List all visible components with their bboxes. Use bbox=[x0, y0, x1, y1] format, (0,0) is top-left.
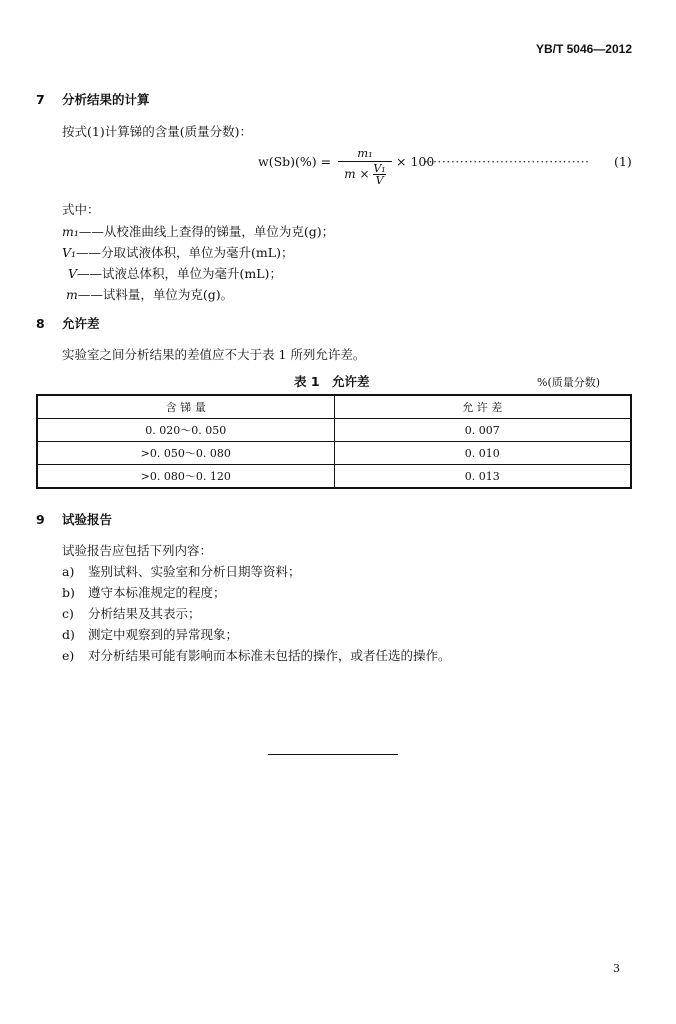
section-7-number: 7 bbox=[36, 92, 45, 107]
table-header-cell: 允 许 差 bbox=[334, 395, 631, 419]
formula-inner-fraction bbox=[373, 163, 385, 186]
section-7-heading bbox=[36, 90, 150, 108]
table-row bbox=[37, 419, 631, 442]
table-cell: 0. 020～0. 050 bbox=[37, 419, 334, 442]
table-header-row bbox=[37, 395, 631, 419]
section-7-title: 分析结果的计算 bbox=[62, 92, 150, 107]
list-item-label: a) bbox=[62, 564, 75, 579]
section-9-heading bbox=[36, 510, 112, 528]
list-item-text: 鉴别试料、实验室和分析日期等资料； bbox=[88, 564, 301, 579]
definition-m1 bbox=[62, 222, 334, 240]
page-number: 3 bbox=[613, 962, 620, 975]
table-cell: >0. 050～0. 080 bbox=[37, 442, 334, 465]
table-unit: %(质量分数) bbox=[537, 376, 601, 389]
list-item bbox=[62, 583, 226, 601]
where-label: 式中： bbox=[62, 202, 100, 217]
list-item bbox=[62, 646, 451, 664]
definition-m bbox=[66, 285, 233, 303]
formula-numerator: m₁ bbox=[357, 146, 373, 160]
section-8-number: 8 bbox=[36, 316, 45, 331]
formula-1 bbox=[258, 146, 638, 190]
definition-text: ——从校准曲线上查得的锑量，单位为克(g)； bbox=[78, 224, 335, 239]
table-cell: 0. 013 bbox=[334, 465, 631, 489]
formula-leader-dots: ····································· bbox=[424, 154, 590, 169]
tolerance-table bbox=[36, 394, 632, 489]
table-row bbox=[37, 442, 631, 465]
list-item-label: d) bbox=[62, 627, 75, 642]
table-header-cell: 含 锑 量 bbox=[37, 395, 334, 419]
definition-text: ——试料量，单位为克(g)。 bbox=[77, 287, 234, 302]
definition-v1 bbox=[62, 243, 293, 261]
formula-inner-denominator: V bbox=[375, 174, 384, 187]
formula-denominator bbox=[338, 163, 392, 186]
end-rule bbox=[268, 754, 398, 755]
definition-symbol: V bbox=[68, 266, 78, 281]
standard-code: YB/T 5046—2012 bbox=[535, 42, 632, 56]
section-9-title: 试验报告 bbox=[62, 512, 113, 527]
list-item-label: b) bbox=[62, 585, 75, 600]
list-item-text: 遵守本标准规定的程度； bbox=[88, 585, 226, 600]
definition-v bbox=[68, 264, 282, 282]
list-item bbox=[62, 604, 201, 622]
definition-symbol: m bbox=[66, 287, 78, 302]
table-row bbox=[37, 465, 631, 489]
list-item-label: c) bbox=[62, 606, 74, 621]
table-caption: 表 1 允许差 bbox=[294, 374, 370, 389]
section-9-intro: 试验报告应包括下列内容： bbox=[62, 543, 213, 558]
table-cell: >0. 080～0. 120 bbox=[37, 465, 334, 489]
section-9-number: 9 bbox=[36, 512, 45, 527]
section-8-title: 允许差 bbox=[62, 316, 100, 331]
formula-inner-numerator: V₁ bbox=[373, 162, 386, 175]
table-cell: 0. 007 bbox=[334, 419, 631, 442]
section-8-heading bbox=[36, 314, 100, 332]
list-item bbox=[62, 625, 238, 643]
definition-text: ——分取试液体积，单位为毫升(mL)； bbox=[76, 245, 294, 260]
section-8-intro: 实验室之间分析结果的差值应不大于表 1 所列允许差。 bbox=[62, 347, 366, 362]
definition-text: ——试液总体积，单位为毫升(mL)； bbox=[77, 266, 282, 281]
list-item-text: 测定中观察到的异常现象； bbox=[88, 627, 239, 642]
formula-lhs: w(Sb)(%) = bbox=[258, 154, 332, 169]
list-item-text: 分析结果及其表示； bbox=[88, 606, 201, 621]
definition-symbol: V₁ bbox=[62, 245, 77, 260]
list-item-label: e) bbox=[62, 648, 75, 663]
table-cell: 0. 010 bbox=[334, 442, 631, 465]
formula-multiplier: × 100 bbox=[396, 154, 435, 169]
definition-symbol: m₁ bbox=[62, 224, 79, 239]
formula-denominator-left: m × bbox=[344, 167, 370, 181]
formula-equation-number: (1) bbox=[614, 154, 632, 169]
section-7-intro: 按式(1)计算锑的含量(质量分数)： bbox=[62, 124, 252, 139]
list-item-text: 对分析结果可能有影响而本标准未包括的操作，或者任选的操作。 bbox=[88, 648, 451, 663]
list-item bbox=[62, 562, 301, 580]
formula-fraction bbox=[338, 146, 392, 186]
